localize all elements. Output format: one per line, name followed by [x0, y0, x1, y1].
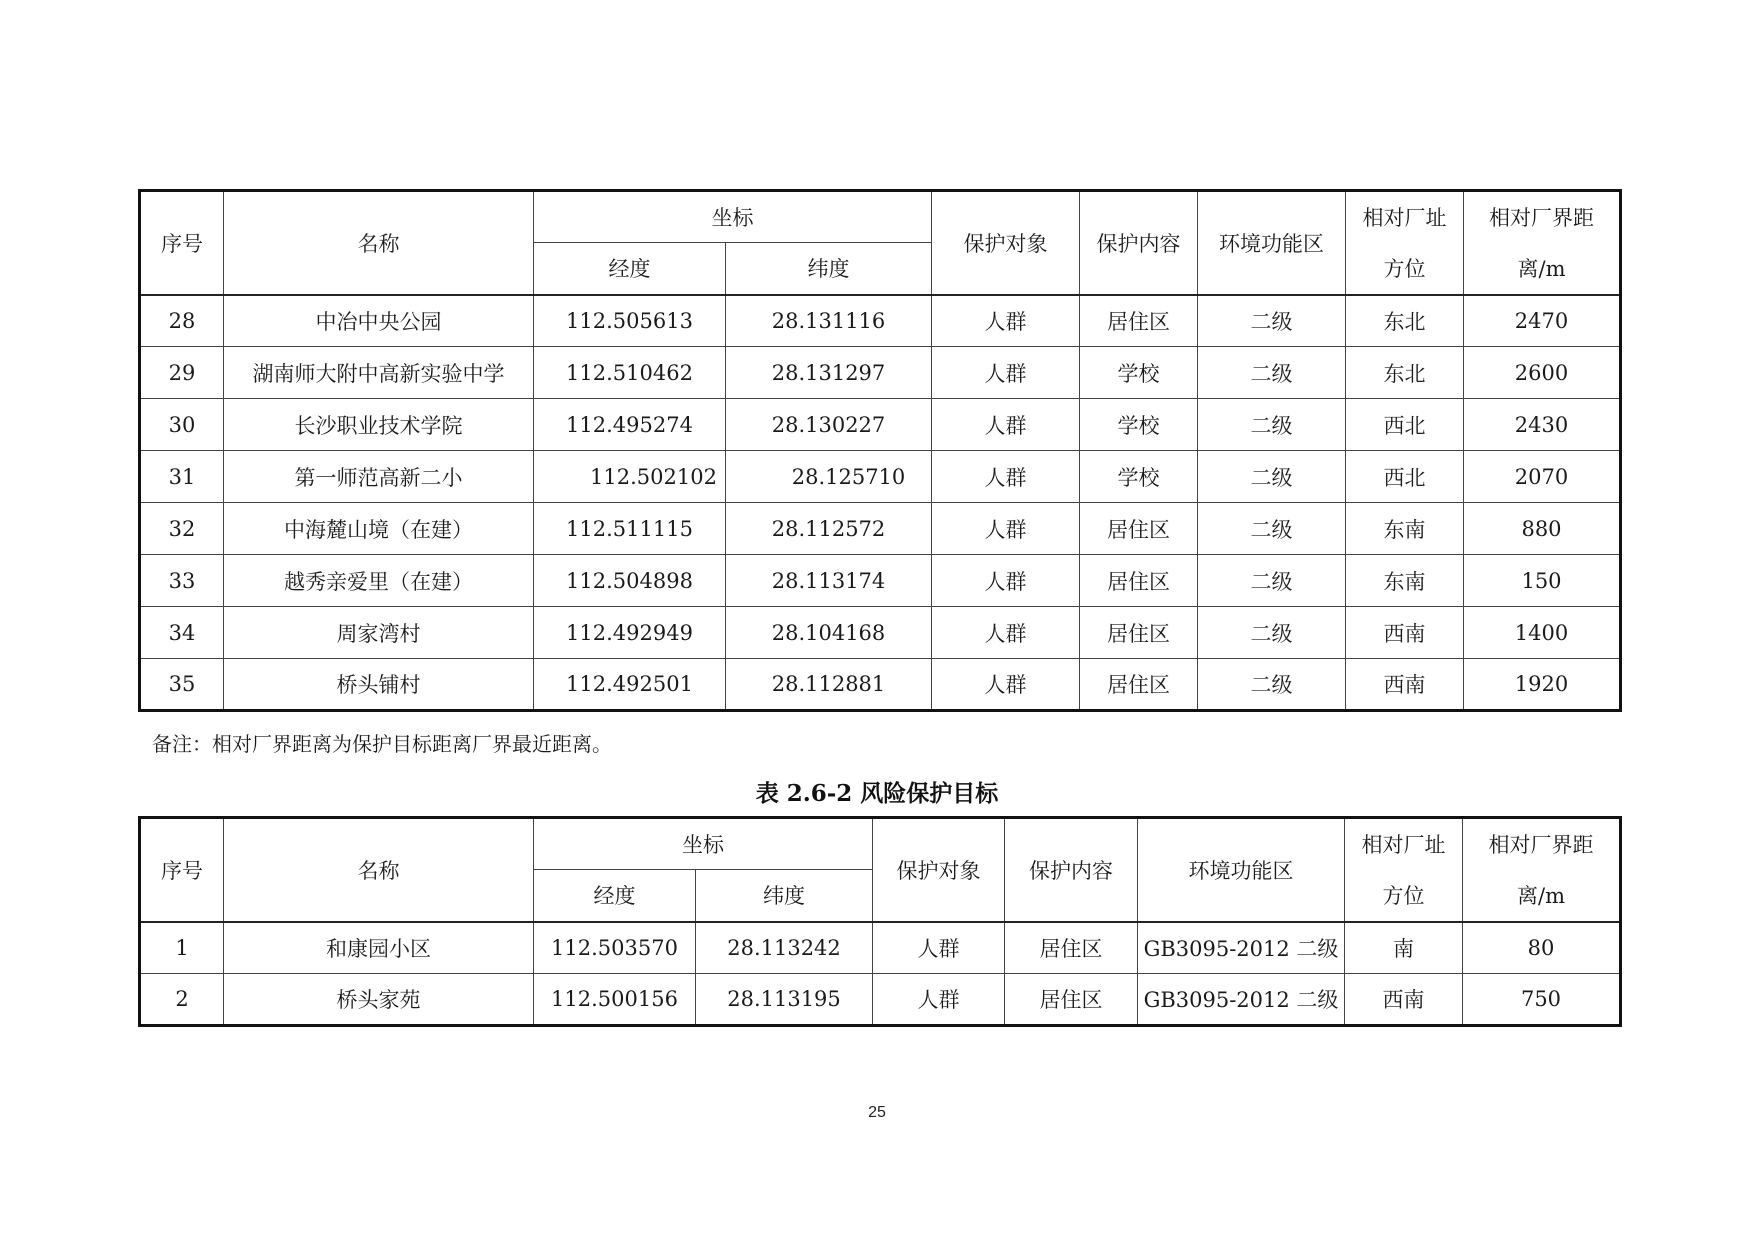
- row-protected-content: 居住区: [1005, 974, 1138, 1026]
- header-direction-line2: 方位: [1345, 870, 1463, 922]
- row-longitude: 112.495274: [534, 399, 726, 451]
- row-longitude: 112.510462: [534, 347, 726, 399]
- row-index: 1: [140, 922, 224, 974]
- row-direction: 东北: [1346, 295, 1464, 347]
- row-protected-object: 人群: [932, 347, 1080, 399]
- risk-protection-targets-table: [138, 816, 1622, 1027]
- row-direction: 东南: [1346, 555, 1464, 607]
- table-row: [140, 295, 1621, 347]
- row-direction: 西南: [1345, 974, 1463, 1026]
- row-latitude: 28.113195: [696, 974, 873, 1026]
- header-env-zone: 环境功能区: [1198, 191, 1346, 295]
- row-index: 31: [140, 451, 224, 503]
- row-index: 30: [140, 399, 224, 451]
- row-longitude: 112.505613: [534, 295, 726, 347]
- table-row: [140, 399, 1621, 451]
- header-coordinates: 坐标: [534, 818, 873, 870]
- row-distance: 80: [1463, 922, 1621, 974]
- row-distance: 150: [1464, 555, 1621, 607]
- row-protected-object: 人群: [932, 555, 1080, 607]
- row-longitude: 112.504898: [534, 555, 726, 607]
- header-name: 名称: [224, 191, 534, 295]
- header-longitude: 经度: [534, 243, 726, 295]
- row-direction: 西南: [1346, 607, 1464, 659]
- row-name: 和康园小区: [224, 922, 534, 974]
- row-latitude: 28.131297: [726, 347, 932, 399]
- header-protected-object: 保护对象: [873, 818, 1005, 922]
- header-index: 序号: [140, 191, 224, 295]
- row-protected-object: 人群: [873, 922, 1005, 974]
- table-row: [140, 974, 1621, 1026]
- table-row: [140, 503, 1621, 555]
- row-longitude: 112.502102: [534, 451, 726, 503]
- header-distance-line1: 相对厂界距: [1464, 191, 1621, 243]
- header-distance-line2: 离/m: [1463, 870, 1621, 922]
- row-protected-content: 学校: [1080, 399, 1198, 451]
- row-env-zone: GB3095-2012 二级: [1138, 922, 1345, 974]
- row-latitude: 28.112881: [726, 659, 932, 711]
- row-protected-object: 人群: [932, 399, 1080, 451]
- header-protected-object: 保护对象: [932, 191, 1080, 295]
- row-name: 桥头家苑: [224, 974, 534, 1026]
- row-name: 周家湾村: [224, 607, 534, 659]
- row-env-zone: 二级: [1198, 659, 1346, 711]
- protection-targets-table: [138, 189, 1622, 712]
- row-longitude: 112.492949: [534, 607, 726, 659]
- row-longitude: 112.492501: [534, 659, 726, 711]
- header-direction-line1: 相对厂址: [1346, 191, 1464, 243]
- table-row: [140, 347, 1621, 399]
- row-direction: 西北: [1346, 451, 1464, 503]
- row-distance: 880: [1464, 503, 1621, 555]
- header-protected-content: 保护内容: [1080, 191, 1198, 295]
- row-direction: 东北: [1346, 347, 1464, 399]
- header-direction-line2: 方位: [1346, 243, 1464, 295]
- row-latitude: 28.131116: [726, 295, 932, 347]
- header-index: 序号: [140, 818, 224, 922]
- row-name: 第一师范高新二小: [224, 451, 534, 503]
- table-row: [140, 607, 1621, 659]
- header-name: 名称: [224, 818, 534, 922]
- row-env-zone: 二级: [1198, 399, 1346, 451]
- row-index: 34: [140, 607, 224, 659]
- header-direction-line1: 相对厂址: [1345, 818, 1463, 870]
- row-distance: 2600: [1464, 347, 1621, 399]
- row-name: 长沙职业技术学院: [224, 399, 534, 451]
- row-longitude: 112.500156: [534, 974, 696, 1026]
- row-latitude: 28.113242: [696, 922, 873, 974]
- row-direction: 西北: [1346, 399, 1464, 451]
- table-row: [140, 659, 1621, 711]
- table-row: [140, 555, 1621, 607]
- row-latitude: 28.112572: [726, 503, 932, 555]
- row-name: 中海麓山境（在建）: [224, 503, 534, 555]
- row-longitude: 112.511115: [534, 503, 726, 555]
- row-env-zone: 二级: [1198, 503, 1346, 555]
- row-protected-content: 居住区: [1080, 659, 1198, 711]
- row-index: 33: [140, 555, 224, 607]
- table-note: 备注：相对厂界距离为保护目标距离厂界最近距离。: [152, 732, 612, 756]
- row-protected-object: 人群: [932, 295, 1080, 347]
- header-env-zone: 环境功能区: [1138, 818, 1345, 922]
- row-protected-content: 学校: [1080, 451, 1198, 503]
- row-protected-content: 居住区: [1080, 503, 1198, 555]
- row-protected-object: 人群: [932, 503, 1080, 555]
- row-direction: 西南: [1346, 659, 1464, 711]
- row-env-zone: 二级: [1198, 347, 1346, 399]
- row-protected-content: 居住区: [1080, 607, 1198, 659]
- row-protected-object: 人群: [873, 974, 1005, 1026]
- row-env-zone: 二级: [1198, 555, 1346, 607]
- row-index: 28: [140, 295, 224, 347]
- row-protected-content: 学校: [1080, 347, 1198, 399]
- row-distance: 1400: [1464, 607, 1621, 659]
- row-name: 桥头铺村: [224, 659, 534, 711]
- header-longitude: 经度: [534, 870, 696, 922]
- row-protected-object: 人群: [932, 607, 1080, 659]
- row-env-zone: 二级: [1198, 295, 1346, 347]
- header-coordinates: 坐标: [534, 191, 932, 243]
- row-index: 29: [140, 347, 224, 399]
- row-latitude: 28.125710: [726, 451, 932, 503]
- row-distance: 2470: [1464, 295, 1621, 347]
- row-protected-content: 居住区: [1080, 555, 1198, 607]
- row-env-zone: GB3095-2012 二级: [1138, 974, 1345, 1026]
- header-latitude: 纬度: [696, 870, 873, 922]
- header-protected-content: 保护内容: [1005, 818, 1138, 922]
- row-distance: 1920: [1464, 659, 1621, 711]
- row-distance: 2430: [1464, 399, 1621, 451]
- header-latitude: 纬度: [726, 243, 932, 295]
- row-name: 湖南师大附中高新实验中学: [224, 347, 534, 399]
- row-longitude: 112.503570: [534, 922, 696, 974]
- row-direction: 南: [1345, 922, 1463, 974]
- row-index: 35: [140, 659, 224, 711]
- row-distance: 750: [1463, 974, 1621, 1026]
- row-protected-object: 人群: [932, 659, 1080, 711]
- table-row: [140, 451, 1621, 503]
- row-env-zone: 二级: [1198, 451, 1346, 503]
- row-direction: 东南: [1346, 503, 1464, 555]
- table-row: [140, 922, 1621, 974]
- row-protected-content: 居住区: [1005, 922, 1138, 974]
- row-name: 中冶中央公园: [224, 295, 534, 347]
- row-index: 2: [140, 974, 224, 1026]
- row-distance: 2070: [1464, 451, 1621, 503]
- header-distance-line2: 离/m: [1464, 243, 1621, 295]
- row-latitude: 28.113174: [726, 555, 932, 607]
- row-latitude: 28.130227: [726, 399, 932, 451]
- table-caption: 表 2.6-2 风险保护目标: [755, 780, 999, 807]
- page-number: 25: [868, 1104, 886, 1121]
- header-distance-line1: 相对厂界距: [1463, 818, 1621, 870]
- row-env-zone: 二级: [1198, 607, 1346, 659]
- row-protected-content: 居住区: [1080, 295, 1198, 347]
- row-index: 32: [140, 503, 224, 555]
- row-latitude: 28.104168: [726, 607, 932, 659]
- row-name: 越秀亲爱里（在建）: [224, 555, 534, 607]
- row-protected-object: 人群: [932, 451, 1080, 503]
